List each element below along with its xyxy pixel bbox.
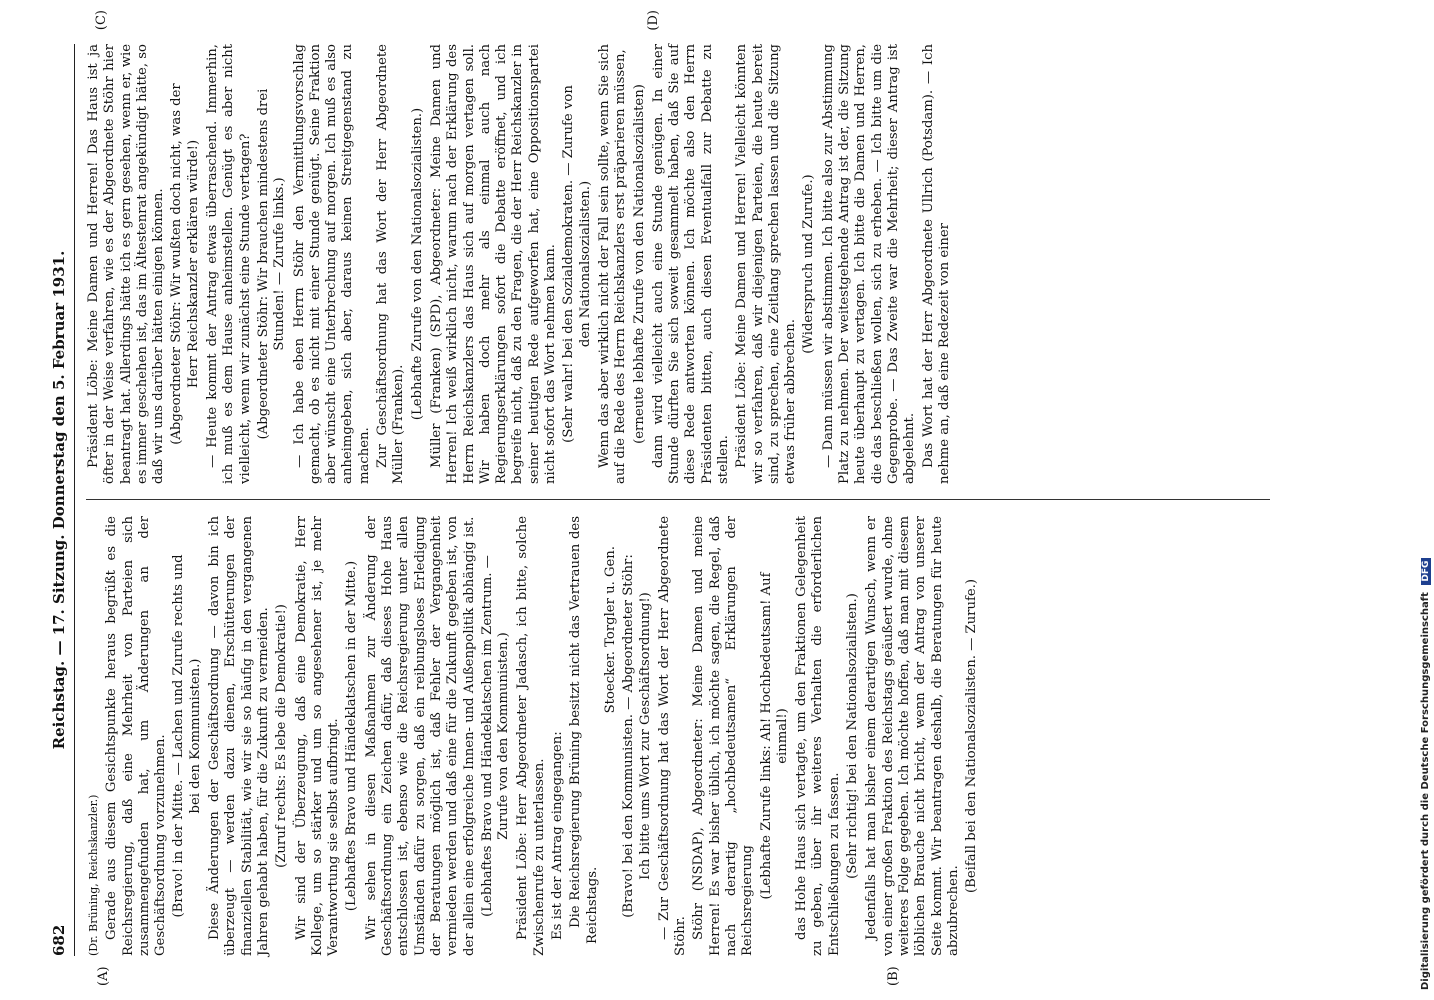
interjection: (Beifall bei den Nationalsozialisten. — Zurufe.) [964, 578, 980, 894]
paragraph: Wir sind der Überzeugung, daß eine Demokratie, Herr Kollege, um so stärker und um so angesehener ist, je mehr Verantwortung sie selbst aufbringt. [293, 516, 342, 956]
speaker-paragraph: Stöhr (NSDAP), Abgeordneter: Meine Damen und meine Herren! Es war bisher üblich, ich möchte sagen, die Regel, daß nach derartig „hochbedeutsamen“ Erklärungen der Reichsregierung [691, 516, 756, 956]
paragraph: Das Wort hat der Herr Abgeordnete Ullrich (Potsdam). — Ich nehme an, daß eine Redezeit von einer [920, 44, 952, 484]
speaker-paragraph: Präsident Löbe: Herr Abgeordneter Jadasch, ich bitte, solche Zwischenrufe zu unterlassen. [515, 516, 547, 956]
margin-mark-b: (B) [886, 966, 901, 986]
margin-mark-a: (A) [96, 966, 111, 986]
interjection: (Widerspruch und Zurufe.) [801, 174, 817, 354]
credit-text: Digitalisierung gefördert durch die Deutsche Forschungsgemeinschaft [1420, 592, 1431, 990]
interjection: (Lebhaftes Bravo und Händeklatschen im Zentrum. — Zurufe von den Kommunisten.) [479, 555, 512, 917]
dfg-logo: DFG [1421, 558, 1431, 585]
interjection: (Bravo! bei den Kommunisten. — Abgeordneter Stöhr: Ich bitte ums Wort zur Geschäftsordnung!) [621, 554, 653, 918]
paragraph: Gerade aus diesem Gesichtspunkte heraus begrüßt es die Reichsregierung, daß eine Mehrheit von Parteien sich zusammengefunden hat, um Änderungen an der Geschäftsordnung vorzunehmen. [104, 516, 169, 956]
motion-text: Die Reichsregierung Brüning besitzt nicht das Vertrauen des Reichstags. [568, 516, 600, 944]
paragraph: Zur Geschäftsordnung hat das Wort der Herr Abgeordnete Müller (Franken). [375, 44, 407, 484]
paragraph: Wir sehen in diesen Maßnahmen zur Änderung der Geschäftsordnung ein Zeichen dafür, daß dieses Hohe Haus entschlossen ist, ebenso wie die Reichsregierung unter allen Umständen dafür zu sorgen, daß ein reibungsloses Erledigung der Beratungen möglich ist, daß Fehler der Vergangenheit vermieden werden und daß eine für die Zukunft gegeben ist, von der allein eine erfolgreiche Innen- und Außenpolitik abhängig ist. [363, 516, 477, 956]
paragraph: dann wird vielleicht auch eine Stunde genügen. In einer Stunde dürften Sie sich soweit gesammelt haben, daß Sie auf diese Rede antworten können. Ich möchte also den Herrn Präsidenten bitten, auch diesen Eventualfall zur Debatte zu stellen. [650, 44, 731, 484]
margin-mark-d: (D) [646, 10, 661, 31]
interjection: (Abgeordneter Stöhr: Wir brauchen mindestens drei Stunden! — Zurufe links.) [255, 88, 288, 440]
interjection: (Bravo! in der Mitte. — Lachen und Zurufe rechts und bei den Kommunisten.) [171, 554, 203, 918]
interjection: (Abgeordneter Stöhr: Wir wußten doch nicht, was der Herr Reichskanzler erklären würde!) [169, 83, 201, 445]
speaker-paragraph: Präsident Löbe: Meine Damen und Herren! Vielleicht könnten wir so verfahren, daß wir diejenigen Parteien, die heute bereit sind, zu sprechen, eine Zeitlang sprechen lassen und die Sitzung etwas früher abbrechen. [734, 44, 799, 484]
motion-signatories: Stoecker. Torgler u. Gen. [602, 546, 618, 714]
paragraph: — Ich habe eben Herrn Stöhr den Vermittlungsvorschlag gemacht, ob es nicht mit einer Stunde genügt. Seine Fraktion aber wünscht eine Unterbrechung auf morgen. Ich muß es also anheimgeben, sich aber, daraus keinen Streitgegenstand zu machen. [291, 44, 372, 484]
interjection: (Sehr wahr! bei den Sozialdemokraten. — Zurufe von den Nationalsozialisten.) [561, 85, 593, 443]
speaker-paragraph: Präsident Löbe: Meine Damen und Herren! Das Haus ist ja öfter in der Weise verfahren, wie es der Abgeordnete Stöhr hier beantragt hat. Allerdings hätte ich es gern gesehen, wenn er, wie es immer geschehen ist, das im Ältestenrat angekündigt hätte, so daß wir uns darüber hätten einigen können. [86, 44, 167, 484]
margin-mark-c: (C) [94, 10, 109, 31]
column-divider [86, 499, 1270, 500]
interjection: (Lebhaftes Bravo und Händeklatschen in der Mitte.) [344, 560, 360, 912]
interjection: (Lebhafte Zurufe links: Ah! Hochbedeutsam! Auf einmal!) [758, 572, 790, 900]
paragraph: Diese Änderungen der Geschäftsordnung — davon bin ich überzeugt — werden dazu dienen, Erschütterungen der finanziellen Stabilität, wie wir sie so häufig in den vergangenen Jahren gehabt haben, für die Zukunft zu vermeiden. [207, 516, 271, 956]
interjection: (erneute lebhafte Zurufe von den Nationalsozialisten) [631, 84, 647, 444]
running-head [50, 44, 75, 956]
paragraph: — Zur Geschäftsordnung hat das Wort der Herr Abgeordnete Stöhr. [656, 516, 689, 956]
paragraph: Es ist der Antrag eingegangen: [550, 731, 566, 940]
interjection: (Zuruf rechts: Es lebe die Demokratie!) [274, 604, 290, 868]
digitization-credit [1420, 10, 1434, 990]
speaker-continuation: (Dr. Brüning, Reichskanzler.) [87, 794, 100, 956]
right-column [86, 44, 1270, 484]
paragraph: — Heute kommt der Antrag etwas überraschend. Immerhin, ich muß es dem Hause anheimstellen. Genügt es aber nicht vielleicht, wenn wir zunächst eine Stunde vertagen? [205, 44, 253, 484]
page-number: 682 [50, 924, 68, 956]
paragraph: das Hohe Haus sich vertagte, um den Fraktionen Gelegenheit zu geben, über ihr weiteres Verhalten die erforderlichen Entschließungen zu fassen. [794, 516, 842, 956]
paragraph: Wenn das aber wirklich nicht der Fall sein sollte, wenn Sie sich auf die Rede des Herrn Reichskanzlers erst präparieren müssen, [596, 44, 629, 484]
interjection: (Sehr richtig! bei den Nationalsozialisten.) [845, 593, 861, 879]
text-columns [86, 10, 1270, 986]
left-column [86, 516, 1270, 956]
paragraph: — Dann müssen wir abstimmen. Ich bitte also zur Abstimmung Platz zu nehmen. Der weitestgehende Antrag ist der, die Sitzung heute überhaupt zu vertagen. Ich bitte die Damen und Herren, die das beschließen wollen, sich zu erheben. — Ich bitte um die Gegenprobe. — Das Zweite war die Mehrheit; dieser Antrag ist abgelehnt. [820, 44, 918, 484]
interjection: (Lebhafte Zurufe von den Nationalsozialisten.) [409, 107, 425, 421]
page-title: Reichstag. — 17. Sitzung. Donnerstag den 5. Februar 1931. [50, 250, 68, 750]
speaker-paragraph: Müller (Franken) (SPD), Abgeordneter: Meine Damen und Herren! Ich weiß wirklich nicht, warum nach der Erklärung des Herrn Reichskanzlers das Haus sich auf morgen vertagen soll. Wir haben doch mehr als einmal auch nach Regierungserklärungen sofort die Debatte eröffnet, und ich begreife nicht, daß zu den Fragen, die der Herr Reichskanzler in seiner heutigen Rede aufgeworfen hat, eine Oppositionspartei nicht sofort das Wort nehmen kann. [428, 44, 559, 484]
paragraph: Jedenfalls hat man bisher einem derartigen Wunsch, wenn er von einer großen Fraktion des Reichstags geäußert wurde, ohne weiteres Folge gegeben. Ich möchte hoffen, daß man mit diesem löblichen Brauche nicht bricht, wenn der Antrag von unserer Seite kommt. Wir beantragen deshalb, die Beratungen für heute abzubrechen. [864, 516, 961, 956]
